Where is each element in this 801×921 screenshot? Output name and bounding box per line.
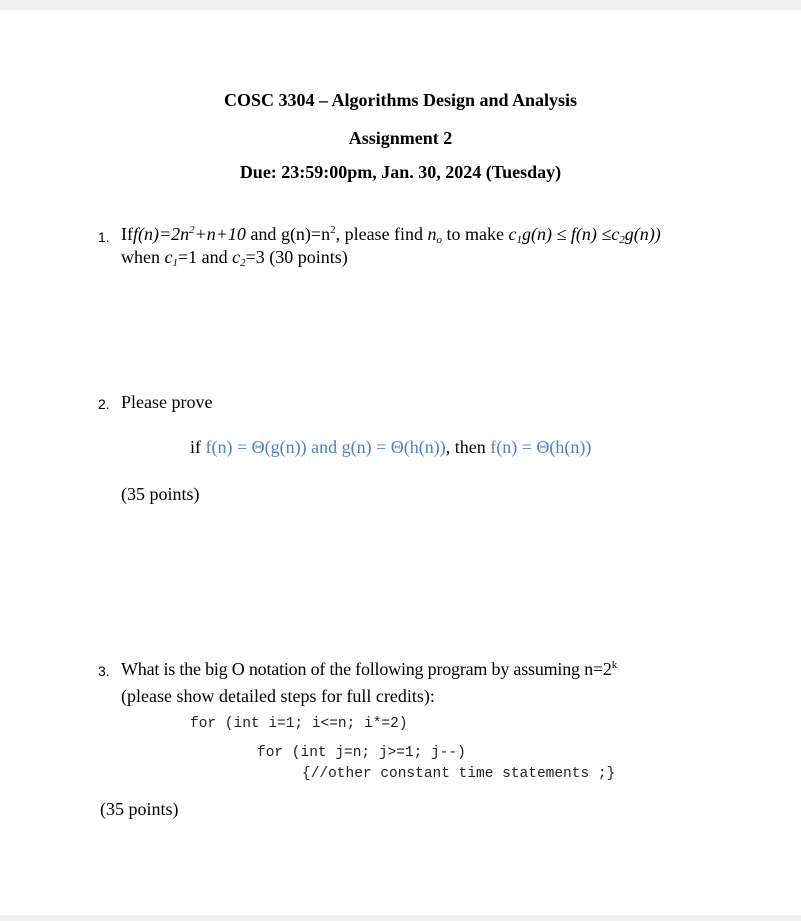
course-title: COSC 3304 – Algorithms Design and Analysis [223, 90, 578, 110]
question-1-line2: when $c_1=1$ and $c_2=3$ (30 points) [121, 247, 348, 269]
question-2-text: Please prove [121, 392, 213, 412]
assignment-title: Assignment 2 [348, 128, 453, 148]
due-date: Due: 23:59:00pm, Jan. 30, 2024 (Tuesday) [239, 162, 562, 182]
question-2-formula: if f(n) = Θ(g(n)) and g(n) = Θ(h(n)), then f(n) = Θ(h(n)) [190, 437, 592, 457]
question-3-line2: (please show detailed steps for full credits): [121, 686, 435, 706]
question-1-line1: $Iff(n)=2n^2+n+10$ and $g(n)=n^2$, please find $n_o$ to make $c_1g(n) \le f(n) \le c_2g(n)$) [121, 224, 661, 246]
formula-condition: f(n) = Θ(g(n)) and g(n) = Θ(h(n)) [205, 437, 446, 457]
question-2-number: 2. [98, 396, 110, 412]
viewer-top-bar [0, 0, 801, 10]
document-page [0, 10, 801, 915]
viewer-bottom-bar [0, 915, 801, 921]
code-outer-loop: for (int i=1; i<=n; i*=2) [190, 716, 408, 732]
question-1-number: 1. [98, 229, 110, 245]
question-3-line1: What is the big O notation of the following program by assuming $n=2^k$ [121, 659, 617, 679]
question-3-points: (35 points) [100, 799, 179, 819]
code-body: {//other constant time statements ;} [302, 766, 616, 782]
question-3-number: 3. [98, 663, 110, 679]
formula-conclusion: f(n) = Θ(h(n)) [490, 437, 592, 457]
code-inner-loop: for (int j=n; j>=1; j--) [257, 745, 466, 761]
question-2-points: (35 points) [121, 484, 200, 504]
